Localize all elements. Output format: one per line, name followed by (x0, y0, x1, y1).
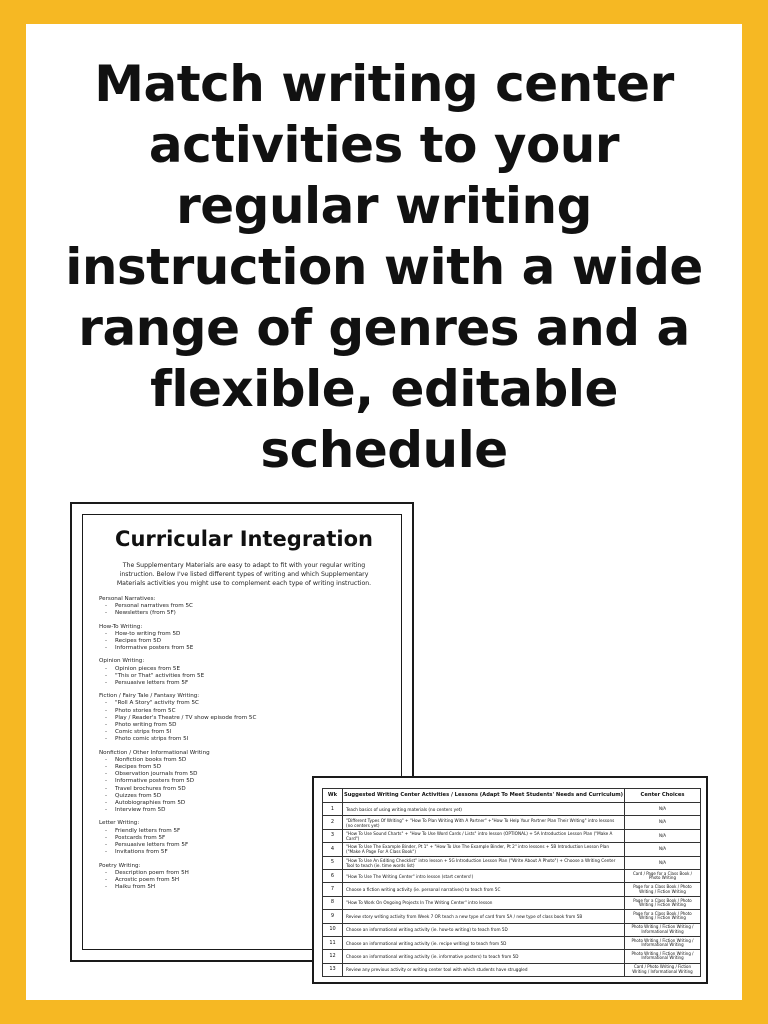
bullet-dash: - (105, 771, 108, 778)
list-item-text: Recipes from 5D (115, 764, 162, 771)
bullet-dash: - (105, 869, 108, 876)
list-item (99, 666, 389, 673)
list-item-text: Informative posters from 5D (115, 778, 195, 785)
choice-cell: Page for a Class Book / Photo Writing / Fiction Writing (625, 896, 701, 909)
bullet-dash: - (105, 603, 108, 610)
bullet-dash: - (105, 778, 108, 785)
list-item (99, 764, 389, 771)
section-title: Letter Writing: (99, 820, 140, 827)
table-header-row (323, 789, 701, 803)
section-title: Opinion Writing: (99, 658, 145, 665)
list-item-text: Travel brochures from 5D (115, 785, 186, 792)
bullet-dash: - (105, 800, 108, 807)
bullet-dash: - (105, 610, 108, 617)
list-item-text: How-to writing from 5D (115, 630, 181, 637)
week-cell: 1 (323, 803, 343, 816)
list-item-text: Invitations from 5F (115, 849, 168, 856)
bullet-dash: - (105, 849, 108, 856)
choice-cell: Card / Page for a Class Book / Photo Writing (625, 869, 701, 882)
section-title: Poetry Writing: (99, 862, 141, 869)
activity-cell: "How To Use An Editing Checklist" intro lesson + 5G Introduction Lesson Plan ("Write About A Photo") + Choose a Writing Center Tool to teach (ie. time words list) (343, 856, 625, 869)
week-cell: 6 (323, 869, 343, 882)
list-item (99, 680, 389, 687)
choice-cell: Card / Photo Writing / Fiction Writing / Informational Writing (625, 963, 701, 976)
activity-cell: Review any previous activity or writing center tool with which students have struggled (343, 963, 625, 976)
choice-cell: Photo Writing / Fiction Writing / Informational Writing (625, 950, 701, 963)
list-item-text: Observation journals from 5D (115, 771, 198, 778)
choice-cell: Page for a Class Book / Photo Writing / Fiction Writing (625, 910, 701, 923)
bullet-dash: - (105, 680, 108, 687)
table-row (323, 923, 701, 936)
schedule-table-page (312, 776, 708, 984)
week-cell: 4 (323, 843, 343, 856)
list-item-text: Photo writing from 5D (115, 722, 177, 729)
headline-line: flexible, editable (150, 360, 618, 418)
table-row (323, 843, 701, 856)
list-item (99, 610, 389, 617)
headline-line: range of genres and a (78, 299, 690, 357)
list-item (99, 729, 389, 736)
activity-cell: "How To Work On Ongoing Projects In The Writing Center" intro lesson (343, 896, 625, 909)
table-row (323, 910, 701, 923)
bullet-dash: - (105, 707, 108, 714)
activity-cell: Review story writing activity from Week 7 OR teach a new type of card from 5A / new type of class book from 5B (343, 910, 625, 923)
list-item-text: Quizzes from 5D (115, 792, 162, 799)
list-item (99, 673, 389, 680)
list-item (99, 722, 389, 729)
list-item (99, 708, 389, 715)
table-row (323, 869, 701, 882)
header-center-choices: Center Choices (625, 789, 701, 803)
list-item-text: Newsletters (from 5F) (115, 610, 176, 617)
list-item-text: Description poem from 5H (115, 869, 189, 876)
writing-section (99, 658, 389, 687)
activity-cell: "How To Use Sound Charts" + "How To Use Word Cards / Lists" intro lesson (OPTIONAL) + 5A Introduction Lesson Plan ("Make A Card") (343, 829, 625, 842)
week-cell: 5 (323, 856, 343, 869)
choice-cell: Page for a Class Book / Photo Writing / Fiction Writing (625, 883, 701, 896)
activity-cell: Choose an informational writing activity (ie. how-to writing) to teach from 5D (343, 923, 625, 936)
week-cell: 3 (323, 829, 343, 842)
list-item-text: Haiku from 5H (115, 884, 156, 891)
section-title: How-To Writing: (99, 623, 143, 630)
bullet-dash: - (105, 834, 108, 841)
list-item-text: Personal narratives from 5C (115, 603, 193, 610)
table-row (323, 856, 701, 869)
choice-cell: Photo Writing / Fiction Writing / Informational Writing (625, 923, 701, 936)
list-item (99, 645, 389, 652)
bullet-dash: - (105, 729, 108, 736)
list-item-text: Acrostic poem from 5H (115, 876, 180, 883)
week-cell: 11 (323, 936, 343, 949)
table-row (323, 803, 701, 816)
list-item-text: Nonfiction books from 5D (115, 756, 187, 763)
schedule-table (322, 788, 701, 977)
page-intro: The Supplementary Materials are easy to adapt to fit with your regular writing instruction. Below I've listed different types of writing and which Supplementary Materials activities you might use to complement each type of writing instruction. (116, 562, 372, 587)
page-title: Curricular Integration (115, 527, 373, 551)
section-title: Fiction / Fairy Tale / Fantasy Writing: (99, 693, 200, 700)
bullet-dash: - (105, 827, 108, 834)
headline-line: instruction with a wide (65, 238, 703, 296)
bullet-dash: - (105, 638, 108, 645)
headline (26, 54, 742, 481)
list-item-text: Recipes from 5D (115, 638, 162, 645)
list-item-text: "This or That" activities from 5E (115, 672, 205, 679)
bullet-dash: - (105, 792, 108, 799)
list-item (99, 757, 389, 764)
list-item-text: Autobiographies from 5D (115, 800, 186, 807)
week-cell: 12 (323, 950, 343, 963)
bullet-dash: - (105, 764, 108, 771)
list-item-text: "Roll A Story" activity from 5C (115, 700, 199, 707)
choice-cell: N/A (625, 829, 701, 842)
choice-cell: N/A (625, 843, 701, 856)
bullet-dash: - (105, 722, 108, 729)
table-row (323, 816, 701, 829)
choice-cell: N/A (625, 803, 701, 816)
bullet-dash: - (105, 756, 108, 763)
table-row (323, 896, 701, 909)
headline-line: activities to your (148, 116, 620, 174)
table-row (323, 829, 701, 842)
bullet-dash: - (105, 785, 108, 792)
list-item-text: Opinion pieces from 5E (115, 665, 180, 672)
week-cell: 2 (323, 816, 343, 829)
week-cell: 13 (323, 963, 343, 976)
table-row (323, 963, 701, 976)
list-item (99, 736, 389, 743)
list-item (99, 715, 389, 722)
activity-cell: "How To Use The Writing Center" intro lesson (start centers!) (343, 869, 625, 882)
headline-line: regular writing (176, 177, 592, 235)
table-row (323, 883, 701, 896)
list-item-text: Photo comic strips from 5I (115, 736, 189, 743)
list-item-text: Informative posters from 5E (115, 645, 194, 652)
list-item-text: Play / Reader's Theatre / TV show episode from 5C (115, 714, 257, 721)
list-item-text: Friendly letters from 5F (115, 827, 181, 834)
bullet-dash: - (105, 884, 108, 891)
activity-cell: Choose an informational writing activity (ie. informative posters) to teach from 5D (343, 950, 625, 963)
bullet-dash: - (105, 645, 108, 652)
bullet-dash: - (105, 842, 108, 849)
headline-line: Match writing center (94, 55, 674, 113)
table-body (323, 803, 701, 977)
bullet-dash: - (105, 700, 108, 707)
writing-section (99, 624, 389, 653)
list-item-text: Photo stories from 5C (115, 707, 176, 714)
activity-cell: "How To Use The Example Binder, Pt 1" + "How To Use The Example Binder, Pt 2" intro lessons + 5B Introduction Lesson Plan ("Make A Page For A Class Book") (343, 843, 625, 856)
list-item (99, 603, 389, 610)
bullet-dash: - (105, 736, 108, 743)
list-item (99, 631, 389, 638)
choice-cell: N/A (625, 816, 701, 829)
section-title: Personal Narratives: (99, 596, 156, 602)
choice-cell: N/A (625, 856, 701, 869)
bullet-dash: - (105, 665, 108, 672)
list-item-text: Persuasive letters from 5F (115, 842, 189, 849)
list-item (99, 638, 389, 645)
week-cell: 8 (323, 896, 343, 909)
table-row (323, 950, 701, 963)
header-week: Wk (323, 789, 343, 803)
bullet-dash: - (105, 876, 108, 883)
list-item-text: Comic strips from 5I (115, 729, 172, 736)
list-item-text: Postcards from 5F (115, 834, 166, 841)
content-frame (26, 24, 742, 1000)
week-cell: 9 (323, 910, 343, 923)
activity-cell: Teach basics of using writing materials (no centers yet) (343, 803, 625, 816)
activity-cell: Choose an informational writing activity (ie. recipe writing) to teach from 5D (343, 936, 625, 949)
writing-section (99, 693, 389, 743)
section-title: Nonfiction / Other Informational Writing (99, 749, 210, 756)
bullet-dash: - (105, 630, 108, 637)
bullet-dash: - (105, 807, 108, 814)
activity-cell: Choose a fiction writing activity (ie. personal narratives) to teach from 5C (343, 883, 625, 896)
bullet-dash: - (105, 672, 108, 679)
week-cell: 7 (323, 883, 343, 896)
week-cell: 10 (323, 923, 343, 936)
list-item (99, 700, 389, 707)
activity-cell: "Different Types Of Writing" + "How To Plan Writing With A Partner" +"How To Help Your Partner Plan Their Writing" intro lessons (no centers yet) (343, 816, 625, 829)
choice-cell: Photo Writing / Fiction Writing / Informational Writing (625, 936, 701, 949)
header-activities: Suggested Writing Center Activities / Lessons (Adapt To Meet Students' Needs and Curriculum) (343, 789, 625, 803)
headline-line: schedule (260, 421, 508, 479)
writing-section (99, 596, 389, 618)
table-row (323, 936, 701, 949)
bullet-dash: - (105, 714, 108, 721)
list-item-text: Persuasive letters from 5F (115, 680, 189, 687)
list-item-text: Interview from 5D (115, 807, 166, 814)
